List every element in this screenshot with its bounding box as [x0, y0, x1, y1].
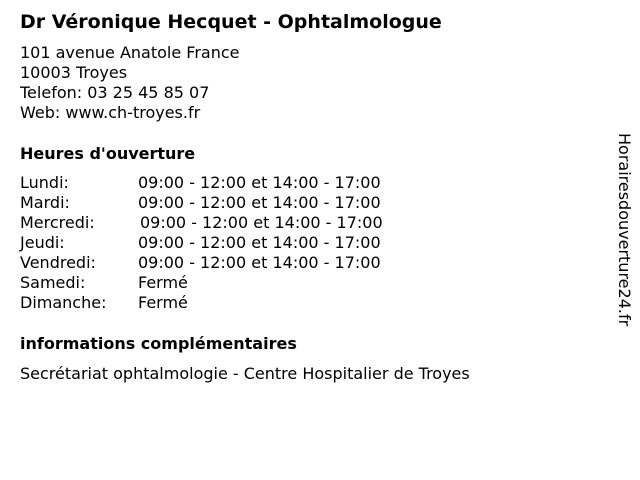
hours-day: Mercredi: — [20, 213, 95, 232]
phone-number: Telefon: 03 25 45 85 07 — [20, 83, 210, 102]
opening-hours-table — [20, 173, 383, 313]
additional-info-heading: informations complémentaires — [20, 334, 297, 353]
hours-time: Fermé — [138, 293, 188, 312]
hours-time: 09:00 - 12:00 et 14:00 - 17:00 — [138, 253, 381, 272]
hours-row-thursday — [20, 233, 383, 253]
address-block — [20, 43, 239, 123]
city-postcode: 10003 Troyes — [20, 63, 128, 82]
hours-time: 09:00 - 12:00 et 14:00 - 17:00 — [138, 193, 381, 212]
hours-day: Dimanche: — [20, 293, 107, 312]
additional-info-text: Secrétariat ophtalmologie - Centre Hospitalier de Troyes — [20, 364, 470, 383]
hours-row-wednesday — [20, 213, 383, 233]
hours-day: Samedi: — [20, 273, 86, 292]
hours-row-monday — [20, 173, 383, 193]
hours-time: 09:00 - 12:00 et 14:00 - 17:00 — [138, 173, 381, 192]
hours-time: 09:00 - 12:00 et 14:00 - 17:00 — [138, 233, 381, 252]
hours-day: Vendredi: — [20, 253, 96, 272]
website: Web: www.ch-troyes.fr — [20, 103, 201, 122]
street-address: 101 avenue Anatole France — [20, 43, 240, 62]
page-title: Dr Véronique Hecquet - Ophtalmologue — [20, 11, 442, 33]
hours-row-friday — [20, 253, 383, 273]
hours-row-saturday — [20, 273, 383, 293]
opening-hours-heading: Heures d'ouverture — [20, 144, 196, 163]
site-watermark: Horairesdouverture24.fr — [615, 133, 634, 327]
hours-row-tuesday — [20, 193, 383, 213]
hours-time: Fermé — [138, 273, 188, 292]
hours-day: Jeudi: — [20, 233, 65, 252]
hours-time: 09:00 - 12:00 et 14:00 - 17:00 — [140, 213, 383, 232]
hours-day: Lundi: — [20, 173, 69, 192]
hours-day: Mardi: — [20, 193, 70, 212]
hours-row-sunday — [20, 293, 383, 313]
